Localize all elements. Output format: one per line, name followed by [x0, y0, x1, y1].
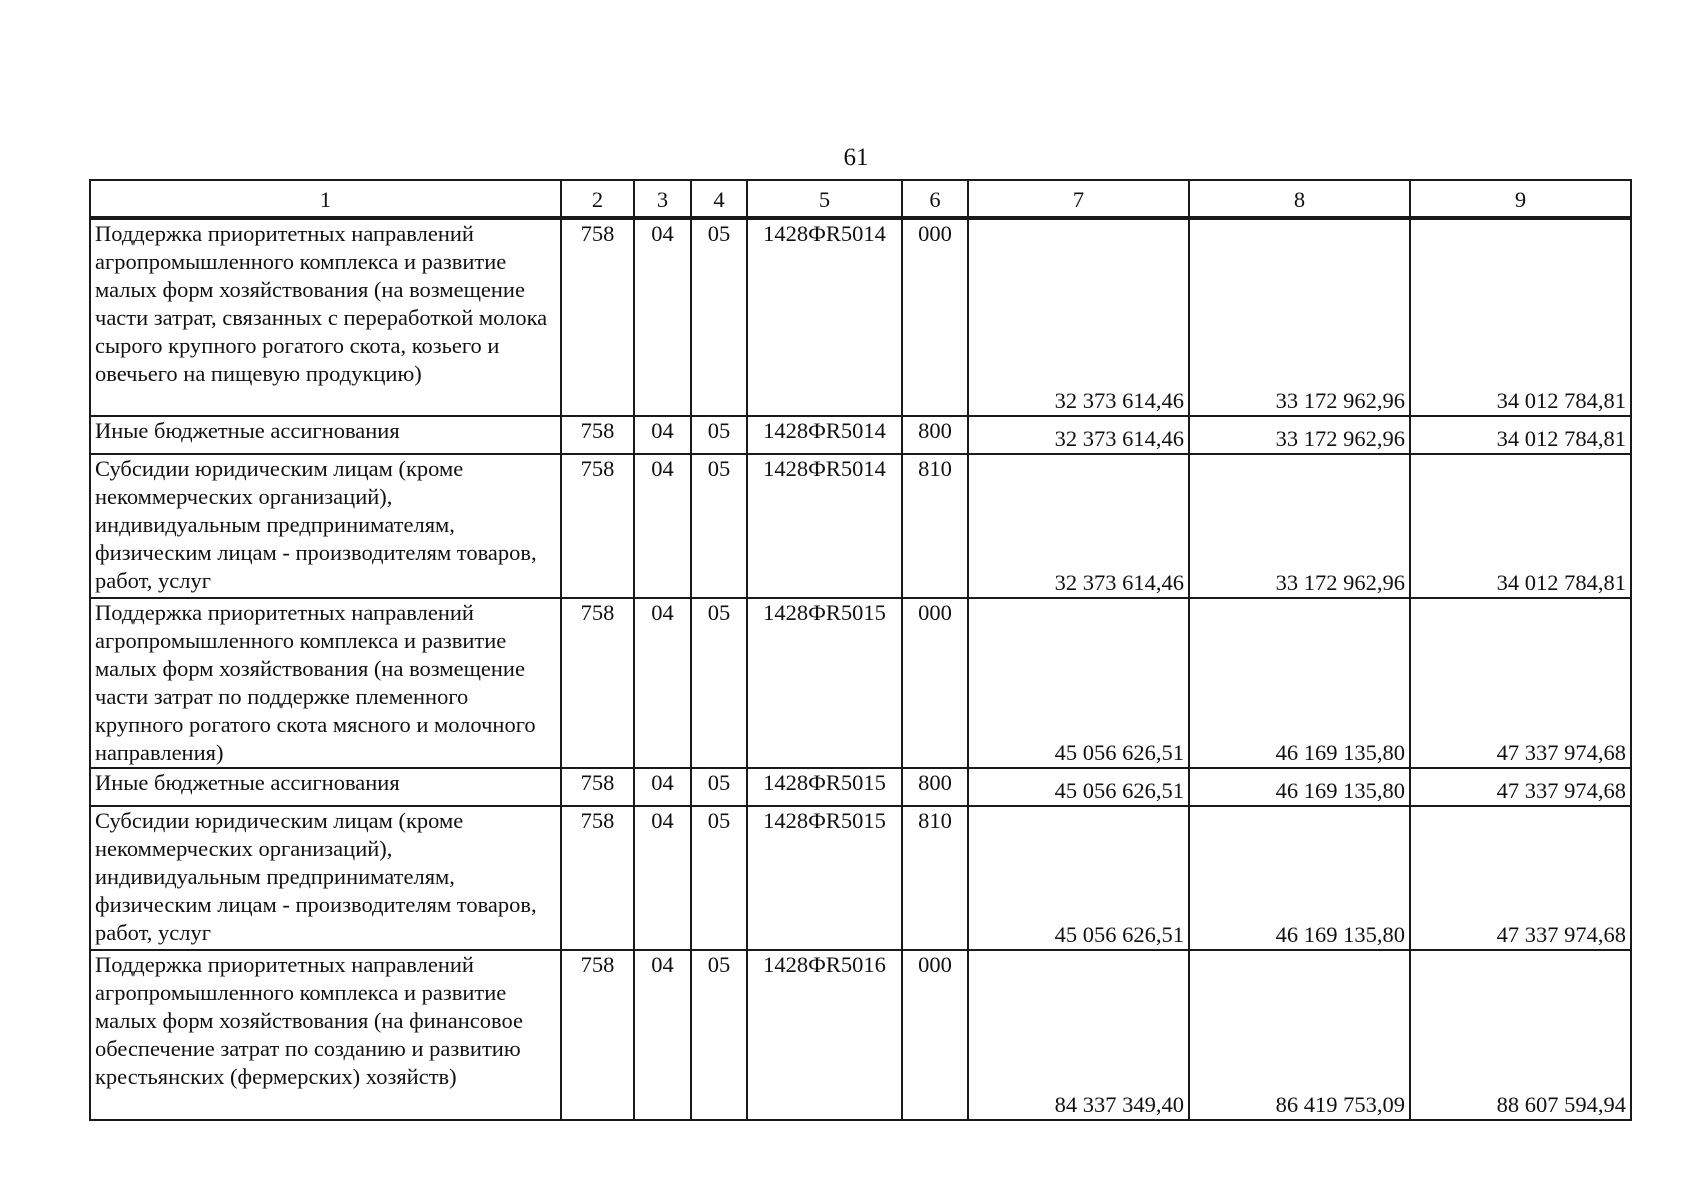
- code-target: 1428ФR5014: [747, 416, 902, 454]
- code-section: 04: [634, 598, 691, 768]
- amount-col9: 88 607 594,94: [1410, 950, 1631, 1120]
- row-name: Субсидии юридическим лицам (кроме некоммерческих организаций), индивидуальным предпринимателям, физическим лицам - производителям товаров, работ, услуг: [90, 454, 561, 598]
- code-subsection: 05: [691, 416, 747, 454]
- amount-col9: 47 337 974,68: [1410, 598, 1631, 768]
- amount-col9: 34 012 784,81: [1410, 416, 1631, 454]
- column-header: 6: [902, 180, 968, 218]
- column-header: 9: [1410, 180, 1631, 218]
- amount-col7: 32 373 614,46: [968, 416, 1189, 454]
- column-header: 7: [968, 180, 1189, 218]
- code-subsection: 05: [691, 454, 747, 598]
- code-section: 04: [634, 218, 691, 416]
- amount-col7: 45 056 626,51: [968, 806, 1189, 950]
- code-ministry: 758: [561, 950, 634, 1120]
- amount-col9: 47 337 974,68: [1410, 768, 1631, 806]
- budget-table: [89, 179, 1632, 1121]
- code-subsection: 05: [691, 598, 747, 768]
- header-row: [90, 180, 1631, 218]
- table-row: [90, 806, 1631, 950]
- column-header: 4: [691, 180, 747, 218]
- code-ministry: 758: [561, 416, 634, 454]
- amount-col7: 45 056 626,51: [968, 598, 1189, 768]
- code-section: 04: [634, 454, 691, 598]
- amount-col8: 33 172 962,96: [1189, 416, 1410, 454]
- row-name: Иные бюджетные ассигнования: [90, 768, 561, 806]
- code-section: 04: [634, 416, 691, 454]
- code-subsection: 05: [691, 950, 747, 1120]
- code-expense-type: 810: [902, 454, 968, 598]
- code-expense-type: 810: [902, 806, 968, 950]
- row-name: Иные бюджетные ассигнования: [90, 416, 561, 454]
- amount-col9: 47 337 974,68: [1410, 806, 1631, 950]
- code-target: 1428ФR5016: [747, 950, 902, 1120]
- row-name: Поддержка приоритетных направлений агропромышленного комплекса и развитие малых форм хозяйствования (на возмещение части затрат, связанных с переработкой молока сырого крупного рогатого скота, козьего и овечьего на пищевую продукцию): [90, 218, 561, 416]
- table-row: [90, 218, 1631, 416]
- amount-col9: 34 012 784,81: [1410, 218, 1631, 416]
- amount-col8: 46 169 135,80: [1189, 768, 1410, 806]
- code-target: 1428ФR5015: [747, 598, 902, 768]
- column-header: 3: [634, 180, 691, 218]
- amount-col8: 46 169 135,80: [1189, 598, 1410, 768]
- column-header: 8: [1189, 180, 1410, 218]
- table-row: [90, 768, 1631, 806]
- table-row: [90, 598, 1631, 768]
- table-row: [90, 454, 1631, 598]
- code-ministry: 758: [561, 598, 634, 768]
- amount-col7: 32 373 614,46: [968, 454, 1189, 598]
- table-row: [90, 950, 1631, 1120]
- amount-col9: 34 012 784,81: [1410, 454, 1631, 598]
- page-number: 61: [843, 144, 869, 171]
- code-target: 1428ФR5014: [747, 454, 902, 598]
- code-target: 1428ФR5014: [747, 218, 902, 416]
- code-target: 1428ФR5015: [747, 806, 902, 950]
- row-name: Субсидии юридическим лицам (кроме некоммерческих организаций), индивидуальным предпринимателям, физическим лицам - производителям товаров, работ, услуг: [90, 806, 561, 950]
- amount-col8: 33 172 962,96: [1189, 218, 1410, 416]
- amount-col7: 45 056 626,51: [968, 768, 1189, 806]
- amount-col8: 46 169 135,80: [1189, 806, 1410, 950]
- code-expense-type: 000: [902, 950, 968, 1120]
- code-expense-type: 000: [902, 598, 968, 768]
- code-subsection: 05: [691, 218, 747, 416]
- code-ministry: 758: [561, 768, 634, 806]
- code-ministry: 758: [561, 218, 634, 416]
- column-header: 2: [561, 180, 634, 218]
- row-name: Поддержка приоритетных направлений агропромышленного комплекса и развитие малых форм хозяйствования (на финансовое обеспечение затрат по созданию и развитию крестьянских (фермерских) хозяйств): [90, 950, 561, 1120]
- code-ministry: 758: [561, 454, 634, 598]
- amount-col7: 32 373 614,46: [968, 218, 1189, 416]
- table-row: [90, 416, 1631, 454]
- code-section: 04: [634, 768, 691, 806]
- amount-col7: 84 337 349,40: [968, 950, 1189, 1120]
- code-expense-type: 000: [902, 218, 968, 416]
- code-expense-type: 800: [902, 416, 968, 454]
- code-subsection: 05: [691, 768, 747, 806]
- code-section: 04: [634, 950, 691, 1120]
- column-header: 1: [90, 180, 561, 218]
- code-target: 1428ФR5015: [747, 768, 902, 806]
- code-section: 04: [634, 806, 691, 950]
- code-expense-type: 800: [902, 768, 968, 806]
- amount-col8: 33 172 962,96: [1189, 454, 1410, 598]
- code-subsection: 05: [691, 806, 747, 950]
- amount-col8: 86 419 753,09: [1189, 950, 1410, 1120]
- column-header: 5: [747, 180, 902, 218]
- code-ministry: 758: [561, 806, 634, 950]
- row-name: Поддержка приоритетных направлений агропромышленного комплекса и развитие малых форм хозяйствования (на возмещение части затрат по поддержке племенного крупного рогатого скота мясного и молочного направления): [90, 598, 561, 768]
